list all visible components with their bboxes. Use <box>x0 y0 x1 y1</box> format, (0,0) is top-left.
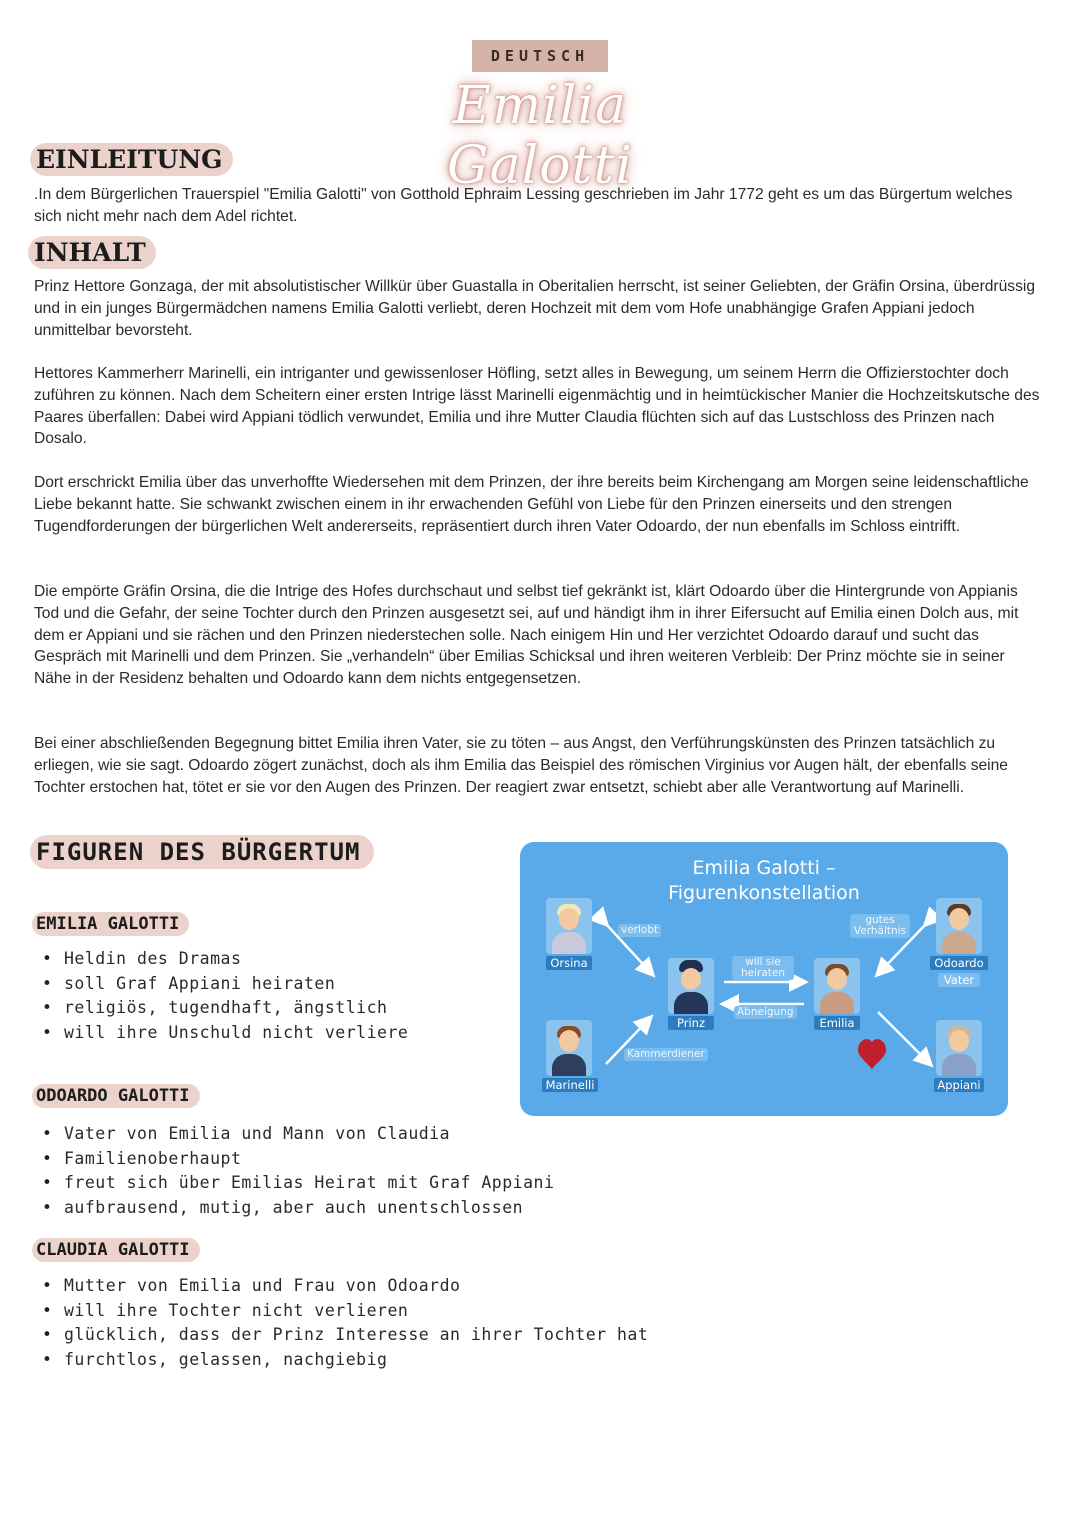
odoardo-figure <box>936 898 982 954</box>
relation-gutes-verhaeltnis: gutes Verhältnis <box>850 914 910 938</box>
inhalt-heading: INHALT <box>28 236 156 269</box>
einleitung-section <box>30 145 233 174</box>
inhalt-paragraph-4: Die empörte Gräfin Orsina, die die Intrige des Hofes durchschaut und selbst tief gekränkt ist, klärt Odoardo über die Hintergrunde von Appianis Tod und die Gefahr, der seine Tochter durch den Prinzen ausgesetzt sei, auf und händigt ihm in ihrer Eifersucht auf Emilia einen Dolch aus, mit dem er Appiani und sie rächen und den Prinzen niederstechen solle. Nach einigem Hin und Her verzichtet Odoardo darauf und sucht das Gespräch mit Marinelli und dem Prinzen. Sie „verhandeln“ über Emilias Schicksal und ihren weiteren Verbleib: Der Prinz möchte sie in seiner Nähe in der Residenz behalten und Odoardo kann dem nichts entgegensetzen. <box>34 583 1019 688</box>
prinz-figure <box>668 958 714 1014</box>
list-item: • Familienoberhaupt <box>64 1147 624 1172</box>
odoardo-role-label: Vater <box>938 973 980 987</box>
relation-will-heiraten: will sie heiraten <box>732 956 794 980</box>
inhalt-paragraph-1: Prinz Hettore Gonzaga, der mit absolutistischer Willkür über Guastalla in Oberitalien herrscht, ist seiner Geliebten, der Gräfin Orsina, überdrüssig und in ein junges Bürgermädchen namens Emilia Galotti verliebt, deren Hochzeit mit dem vom Hofe unabhängige Grafen Appiani jedoch unmittelbar bevorsteht. <box>34 278 1036 339</box>
subject-tag: DEUTSCH <box>472 40 608 72</box>
prinz-label: Prinz <box>668 1016 714 1030</box>
list-item: • will ihre Tochter nicht verlieren <box>64 1299 684 1324</box>
figuren-section <box>30 838 374 866</box>
heart-icon <box>858 1039 886 1070</box>
character-name: CLAUDIA GALOTTI <box>32 1238 200 1262</box>
list-item: • soll Graf Appiani heiraten <box>64 972 534 997</box>
inhalt-paragraph-5: Bei einer abschließenden Begegnung bittet Emilia ihren Vater, sie zu töten – aus Angst, den Verführungskünsten des Prinzen tatsächlich zu erliegen, wie sie sagt. Odoardo zögert zunächst, doch als ihm Emilia das Beispiel des römischen Virginius vor Augen hält, der ebenfalls seine Tochter erstochen hat, tötet er sie vor den Augen des Prinzen. Der reagiert zwar entsetzt, schiebt aber alle Verantwortung auf Marinelli. <box>34 735 1008 796</box>
page-title: Emilia Galotti <box>447 76 633 196</box>
marinelli-figure <box>546 1020 592 1076</box>
figuren-heading: FIGUREN DES BÜRGERTUM <box>30 835 374 869</box>
diagram-title-line2: Figurenkonstellation <box>668 882 860 904</box>
emilia-traits <box>32 947 534 1045</box>
einleitung-text: .In dem Bürgerlichen Trauerspiel "Emilia Galotti" von Gotthold Ephraim Lessing geschrieben im Jahr 1772 geht es um das Bürgertum welches sich nicht mehr nach dem Adel richtet. <box>34 186 1013 225</box>
list-item: • Heldin des Dramas <box>64 947 534 972</box>
claudia-traits <box>32 1274 684 1372</box>
orsina-figure <box>546 898 592 954</box>
character-name: ODOARDO GALOTTI <box>32 1084 200 1108</box>
character-name: EMILIA GALOTTI <box>32 912 189 936</box>
inhalt-section <box>28 238 156 267</box>
list-item: • Vater von Emilia und Mann von Claudia <box>64 1122 624 1147</box>
figurenkonstellation-diagram <box>520 842 1008 1116</box>
odoardo-traits <box>32 1122 624 1220</box>
character-odoardo <box>32 1086 200 1106</box>
emilia-figure <box>814 958 860 1014</box>
list-item: • freut sich über Emilias Heirat mit Graf Appiani <box>64 1171 624 1196</box>
list-item: • religiös, tugendhaft, ängstlich <box>64 996 534 1021</box>
arrow-emilia-appiani <box>878 1012 930 1064</box>
list-item: • will ihre Unschuld nicht verliere <box>64 1021 534 1046</box>
odoardo-label: Odoardo <box>930 956 988 970</box>
relation-verlobt: verlobt <box>618 924 661 937</box>
list-item: • furchtlos, gelassen, nachgiebig <box>64 1348 684 1373</box>
character-emilia <box>32 914 189 934</box>
emilia-label: Emilia <box>814 1016 860 1030</box>
relation-kammerdiener: Kammerdiener <box>624 1048 708 1061</box>
marinelli-label: Marinelli <box>542 1078 598 1092</box>
list-item: • Mutter von Emilia und Frau von Odoardo <box>64 1274 684 1299</box>
list-item: • glücklich, dass der Prinz Interesse an ihrer Tochter hat <box>64 1323 684 1348</box>
inhalt-paragraph-2: Hettores Kammerherr Marinelli, ein intriganter und gewissenloser Höfling, setzt alles in Bewegung, um seinem Herrn die Offizierstochter doch zuführen zu können. Nach dem Scheitern einer ersten Intrige lässt Marinelli eigenmächtig und in heimtückischer Manier die Hochzeitskutsche des Paares überfallen: Dabei wird Appiani tödlich verwundet, Emilia und ihre Mutter Claudia flüchten sich auf das Lustschloss des Prinzen nach Dosalo. <box>34 365 1040 448</box>
einleitung-heading: EINLEITUNG <box>30 143 233 176</box>
relation-abneigung: Abneigung <box>734 1006 797 1019</box>
appiani-figure <box>936 1020 982 1076</box>
list-item: • aufbrausend, mutig, aber auch unentschlossen <box>64 1196 624 1221</box>
inhalt-paragraph-3: Dort erschrickt Emilia über das unverhoffte Wiedersehen mit dem Prinzen, der ihre bereits beim Kirchengang am Morgen seine leidenschaftliche Liebe bekannt hatte. Sie schwankt zwischen einem in ihr erwachenden Gefühl von Liebe für den Prinzen einerseits und den strengen Tugendforderungen der bürgerlichen Welt andererseits, repräsentiert durch ihren Vater Odoardo, der nun ebenfalls im Schloss eintrifft. <box>34 474 1029 535</box>
appiani-label: Appiani <box>934 1078 984 1092</box>
diagram-title-line1: Emilia Galotti – <box>692 857 836 879</box>
character-claudia <box>32 1240 200 1260</box>
orsina-label: Orsina <box>546 956 592 970</box>
